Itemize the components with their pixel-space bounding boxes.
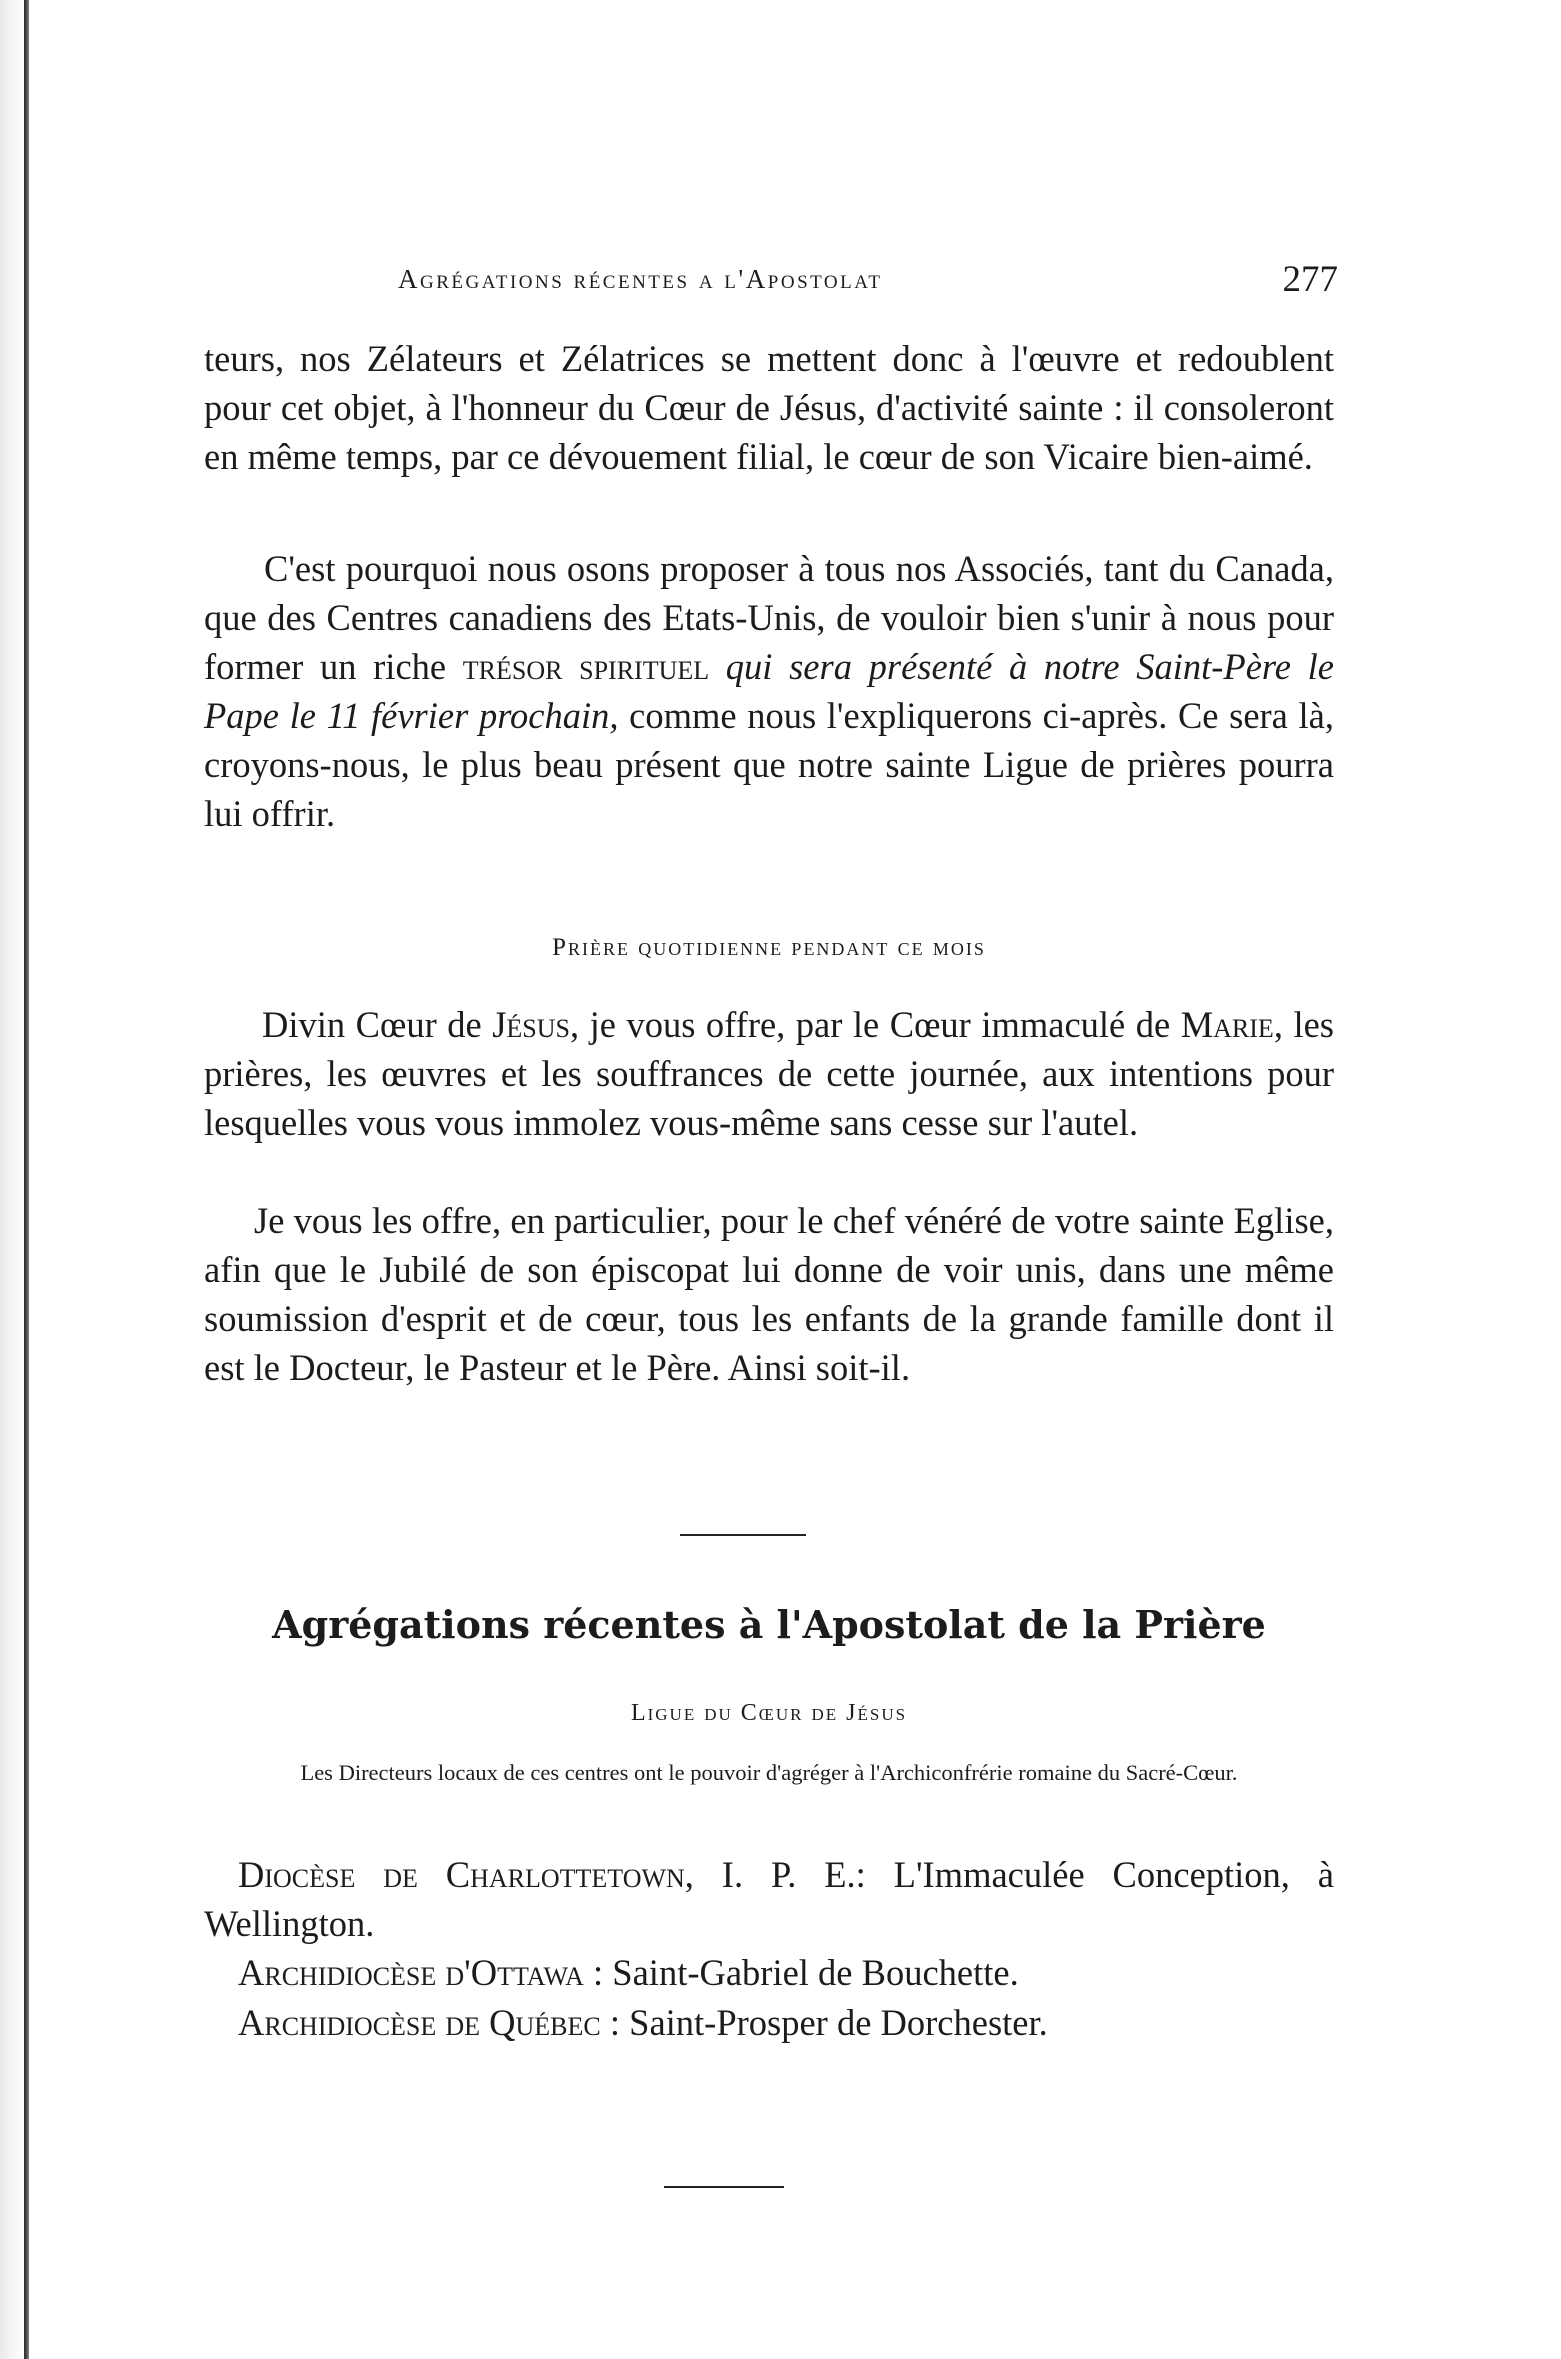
diocese-entry [204, 1850, 1334, 1948]
diocese-name: Archidiocèse d'Ottawa [238, 1952, 584, 1993]
diocese-name: Diocèse de Charlottetown, I. P. E. [238, 1854, 856, 1895]
paragraph-tresor [204, 544, 1334, 838]
paragraph-text: comme nous l'expliquerons ci-après. Ce sera là, croyons-nous, le plus beau présent que notre sainte Ligue de prières pourra lui offrir. [204, 695, 1334, 834]
paragraph-continuation: teurs, nos Zélateurs et Zélatrices se mettent donc à l'œuvre et redoublent pour cet objet, à l'honneur du Cœur de Jésus, d'activité sainte : il consoleront en même temps, par ce dévouement filial, le cœur de son Vicaire bien-aimé. [204, 338, 1334, 477]
diocese-name: Archidiocèse de Québec [238, 2002, 601, 2043]
section-divider [680, 1534, 806, 1536]
prayer-text: , je vous offre, par le Cœur immaculé de [570, 1004, 1181, 1045]
ligue-subtitle: Ligue du Cœur de Jésus [630, 1700, 908, 1726]
parish-name: : Saint-Gabriel de Bouchette. [583, 1952, 1019, 1993]
italic-phrase: qui sera présenté à notre Saint-Père le Pape le 11 février prochain, [204, 646, 1334, 736]
page-header [398, 258, 1338, 310]
prayer-subtitle: Prière quotidienne pendant ce mois [552, 934, 986, 961]
directors-note: Les Directeurs locaux de ces centres ont le pouvoir d'agréger à l'Archiconfrérie romaine du Sacré-Cœur. [300, 1760, 1238, 1785]
prayer-paragraph-2: Je vous les offre, en particulier, pour le chef vénéré de votre sainte Eglise, afin que le Jubilé de son épiscopat lui donne de voir unis, dans une même soumission d'esprit et de cœur, tous les enfants de la grande famille dont il est le Docteur, le Pasteur et le Père. Ainsi soit-il. [204, 1200, 1334, 1388]
parish-name: : Saint-Prosper de Dorchester. [600, 2002, 1048, 2043]
jesus-name: Jésus [492, 1004, 570, 1045]
prayer-text: , les prières, les œuvres et les souffrances de cette journée, aux intentions pour lesquelles vous vous immolez vous-même sans cesse sur l'autel. [204, 1004, 1334, 1143]
prayer-text: Divin Cœur de [262, 1004, 493, 1045]
running-title: Agrégations récentes a l'Apostolat [398, 264, 883, 294]
parish-name: : L'Immaculée Conception, à Wellington. [204, 1854, 1334, 1944]
end-divider [664, 2186, 784, 2188]
page-binding-edge [24, 0, 29, 2359]
tresor-spirituel-term: trésor spirituel [462, 646, 710, 687]
page-number: 277 [1282, 259, 1338, 300]
diocese-entry [204, 1948, 1334, 1997]
prayer-paragraph-1 [204, 1000, 1334, 1147]
section-heading: Agrégations récentes à l'Apostolat de la Prière [272, 1602, 1266, 1647]
marie-name: Marie [1180, 1004, 1274, 1045]
binding-shadow [0, 0, 24, 2359]
paragraph-text: C'est pourquoi nous osons proposer à tous nos Associés, tant du Canada, que des Centres canadiens des Etats-Unis, de vouloir bien s'unir à nous pour former un riche [204, 548, 1334, 687]
diocese-entry [204, 1998, 1334, 2047]
